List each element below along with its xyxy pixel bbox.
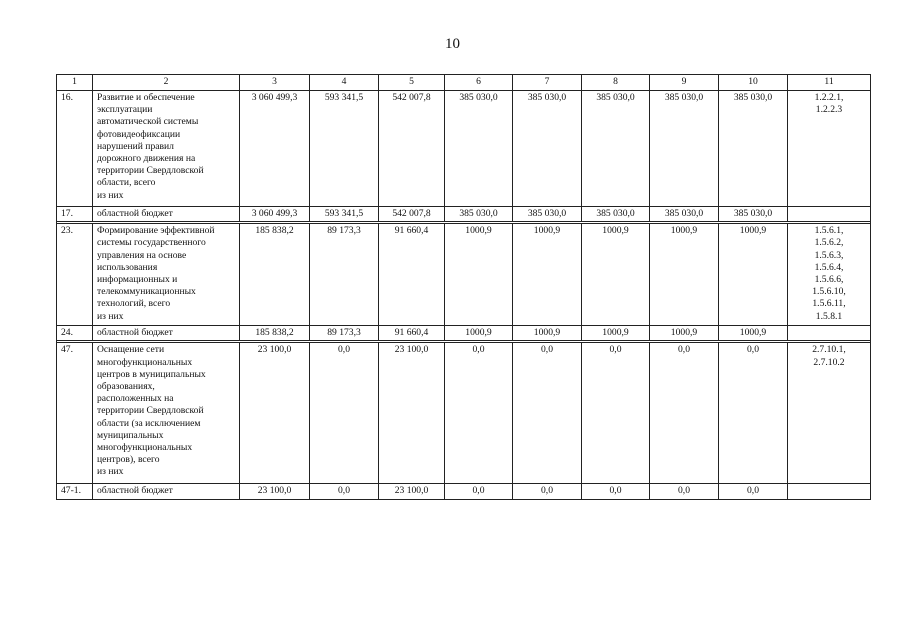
table-row <box>57 326 871 341</box>
value-cell: 3 060 499,3 <box>240 91 310 207</box>
column-header: 5 <box>379 75 445 91</box>
codes-cell: 2.7.10.1, 2.7.10.2 <box>788 343 871 484</box>
value-cell: 385 030,0 <box>513 207 582 222</box>
value-cell: 385 030,0 <box>650 207 719 222</box>
value-cell: 1000,9 <box>445 224 513 326</box>
column-header: 9 <box>650 75 719 91</box>
value-cell: 0,0 <box>310 484 379 499</box>
column-header: 10 <box>719 75 788 91</box>
table-row <box>57 91 871 207</box>
value-cell: 0,0 <box>650 484 719 499</box>
column-header: 2 <box>93 75 240 91</box>
column-header: 11 <box>788 75 871 91</box>
value-cell: 593 341,5 <box>310 91 379 207</box>
value-cell: 542 007,8 <box>379 207 445 222</box>
description-cell: областной бюджет <box>93 484 240 499</box>
codes-cell <box>788 484 871 499</box>
value-cell: 89 173,3 <box>310 224 379 326</box>
table-row <box>57 207 871 222</box>
value-cell: 385 030,0 <box>719 207 788 222</box>
value-cell: 1000,9 <box>719 224 788 326</box>
value-cell: 0,0 <box>445 343 513 484</box>
codes-cell <box>788 326 871 341</box>
value-cell: 0,0 <box>582 343 650 484</box>
budget-table <box>56 74 871 500</box>
value-cell: 0,0 <box>650 343 719 484</box>
codes-cell: 1.5.6.1, 1.5.6.2, 1.5.6.3, 1.5.6.4, 1.5.6.6, 1.5.6.10, 1.5.6.11, 1.5.8.1 <box>788 224 871 326</box>
value-cell: 91 660,4 <box>379 326 445 341</box>
value-cell: 385 030,0 <box>650 91 719 207</box>
value-cell: 1000,9 <box>445 326 513 341</box>
value-cell: 23 100,0 <box>240 343 310 484</box>
row-number-cell: 17. <box>57 207 93 222</box>
value-cell: 23 100,0 <box>379 343 445 484</box>
description-cell: Развитие и обеспечение эксплуатации автоматической системы фотовидеофиксации нарушений правил дорожного движения на территории Свердловской области, всего из них <box>93 91 240 207</box>
description-cell: Формирование эффективной системы государственного управления на основе использования информационных и телекоммуникационных технологий, всего из них <box>93 224 240 326</box>
value-cell: 542 007,8 <box>379 91 445 207</box>
table-header-row <box>57 75 871 91</box>
column-header: 1 <box>57 75 93 91</box>
column-header: 8 <box>582 75 650 91</box>
value-cell: 185 838,2 <box>240 224 310 326</box>
column-header: 6 <box>445 75 513 91</box>
value-cell: 0,0 <box>719 343 788 484</box>
column-header: 7 <box>513 75 582 91</box>
value-cell: 0,0 <box>445 484 513 499</box>
table-row <box>57 343 871 484</box>
value-cell: 23 100,0 <box>379 484 445 499</box>
description-cell: областной бюджет <box>93 207 240 222</box>
value-cell: 1000,9 <box>650 326 719 341</box>
row-number-cell: 47-1. <box>57 484 93 499</box>
value-cell: 1000,9 <box>582 326 650 341</box>
column-header: 3 <box>240 75 310 91</box>
page-number: 10 <box>445 36 460 52</box>
value-cell: 0,0 <box>719 484 788 499</box>
table-row <box>57 224 871 326</box>
row-number-cell: 16. <box>57 91 93 207</box>
row-number-cell: 23. <box>57 224 93 326</box>
value-cell: 1000,9 <box>719 326 788 341</box>
description-cell: областной бюджет <box>93 326 240 341</box>
value-cell: 0,0 <box>513 484 582 499</box>
value-cell: 1000,9 <box>513 326 582 341</box>
column-header: 4 <box>310 75 379 91</box>
description-cell: Оснащение сети многофункциональных центров в муниципальных образованиях, расположенных на территории Свердловской области (за исключением муниципальных многофункциональных центров), всего из них <box>93 343 240 484</box>
value-cell: 593 341,5 <box>310 207 379 222</box>
row-number-cell: 24. <box>57 326 93 341</box>
value-cell: 23 100,0 <box>240 484 310 499</box>
value-cell: 385 030,0 <box>582 207 650 222</box>
value-cell: 185 838,2 <box>240 326 310 341</box>
value-cell: 1000,9 <box>650 224 719 326</box>
value-cell: 385 030,0 <box>513 91 582 207</box>
value-cell: 385 030,0 <box>445 91 513 207</box>
value-cell: 3 060 499,3 <box>240 207 310 222</box>
value-cell: 0,0 <box>582 484 650 499</box>
row-number-cell: 47. <box>57 343 93 484</box>
value-cell: 385 030,0 <box>582 91 650 207</box>
table-row <box>57 484 871 499</box>
value-cell: 91 660,4 <box>379 224 445 326</box>
value-cell: 0,0 <box>310 343 379 484</box>
codes-cell: 1.2.2.1, 1.2.2.3 <box>788 91 871 207</box>
value-cell: 89 173,3 <box>310 326 379 341</box>
value-cell: 1000,9 <box>582 224 650 326</box>
value-cell: 385 030,0 <box>445 207 513 222</box>
value-cell: 1000,9 <box>513 224 582 326</box>
codes-cell <box>788 207 871 222</box>
value-cell: 0,0 <box>513 343 582 484</box>
value-cell: 385 030,0 <box>719 91 788 207</box>
